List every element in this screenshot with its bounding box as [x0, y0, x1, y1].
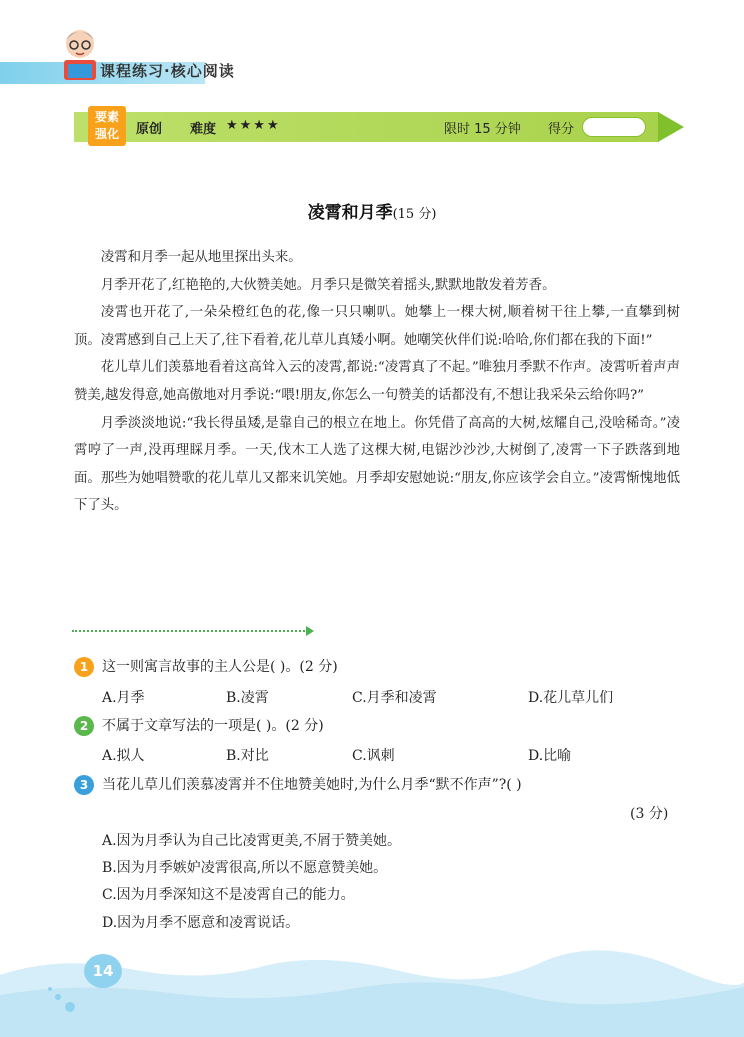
badge-line2: 强化: [94, 127, 119, 141]
question-text: 这一则寓言故事的主人公是( )。(2 分): [102, 659, 338, 675]
question-points: (3 分): [630, 806, 669, 822]
origin-label: 原创: [136, 122, 163, 137]
question-number-badge: 3: [74, 775, 94, 795]
article-points: (15 分): [392, 207, 437, 222]
option-a[interactable]: A.因为月季认为自己比凌霄更美,不屑于赞美她。: [102, 833, 402, 849]
option-c[interactable]: C.月季和凌霄: [352, 690, 437, 706]
paragraph: 花儿草儿们羡慕地看着这高耸入云的凌霄,都说:“凌霄真了不起。”唯独月季默不作声。凌霄听着声声赞美,越发得意,她高傲地对月季说:“喂!朋友,你怎么一句赞美的话都没有,不想让我采朵云给你吗?”: [74, 360, 680, 403]
question-3: [74, 774, 522, 795]
question-2: [74, 715, 324, 736]
article-title: [0, 198, 744, 223]
badge-requirement: [88, 106, 126, 146]
mascot-reading-icon: [56, 26, 104, 84]
question-text: 当花儿草儿们羡慕凌霄并不住地赞美她时,为什么月季“默不作声”?( ): [102, 777, 522, 793]
option-d[interactable]: D.花儿草儿们: [528, 690, 614, 706]
option-b[interactable]: B.凌霄: [226, 690, 269, 706]
paragraph: 月季开花了,红艳艳的,大伙赞美她。月季只是微笑着摇头,默默地散发着芳香。: [100, 277, 556, 293]
option-a[interactable]: A.月季: [102, 690, 145, 706]
paragraph: 凌霄和月季一起从地里探出头来。: [100, 250, 302, 265]
option-d[interactable]: D.因为月季不愿意和凌霄说话。: [102, 915, 300, 931]
option-d[interactable]: D.比喻: [528, 748, 572, 764]
page-number: 14: [84, 954, 122, 988]
score-field[interactable]: [582, 117, 646, 137]
paragraph: 月季淡淡地说:“我长得虽矮,是靠自己的根立在地上。你凭借了高高的大树,炫耀自己,没啥稀奇。”凌霄哼了一声,没再理睬月季。一天,伐木工人选了这棵大树,电锯沙沙沙,大树倒了,凌霄一下子跌落到地面。那些为她唱赞歌的花儿草儿又都来讥笑她。月季却安慰她说:“朋友,你应该学会自立。”凌霄惭愧地低下了头。: [74, 415, 680, 514]
section-divider: [72, 630, 308, 632]
article-title-text: 凌霄和月季: [307, 203, 393, 223]
question-1: [74, 656, 338, 677]
header-title: 课程练习·核心阅读: [100, 62, 235, 80]
time-limit: 限时 15 分钟: [444, 122, 521, 137]
question-text: 不属于文章写法的一项是( )。(2 分): [102, 718, 324, 734]
article-passage: [74, 244, 680, 520]
option-b[interactable]: B.因为月季嫉妒凌霄很高,所以不愿意赞美她。: [102, 860, 388, 876]
option-c[interactable]: C.因为月季深知这不是凌霄自己的能力。: [102, 887, 355, 903]
banner-arrow-icon: [658, 112, 684, 142]
difficulty-label: 难度: [190, 122, 217, 137]
score-label: 得分: [548, 122, 575, 137]
exercise-banner: [74, 112, 684, 142]
option-c[interactable]: C.讽刺: [352, 748, 395, 764]
option-b[interactable]: B.对比: [226, 748, 269, 764]
question-number-badge: 2: [74, 716, 94, 736]
option-a[interactable]: A.拟人: [102, 748, 145, 764]
difficulty-stars: ★★★★: [226, 118, 281, 133]
divider-arrow-icon: [306, 626, 314, 636]
paragraph: 凌霄也开花了,一朵朵橙红色的花,像一只只喇叭。她攀上一棵大树,顺着树干往上攀,一直攀到树顶。凌霄感到自己上天了,往下看着,花儿草儿真矮小啊。她嘲笑伙伴们说:哈哈,你们都在我的下面!”: [74, 305, 680, 348]
question-number-badge: 1: [74, 657, 94, 677]
badge-line1: 要素: [94, 110, 119, 124]
